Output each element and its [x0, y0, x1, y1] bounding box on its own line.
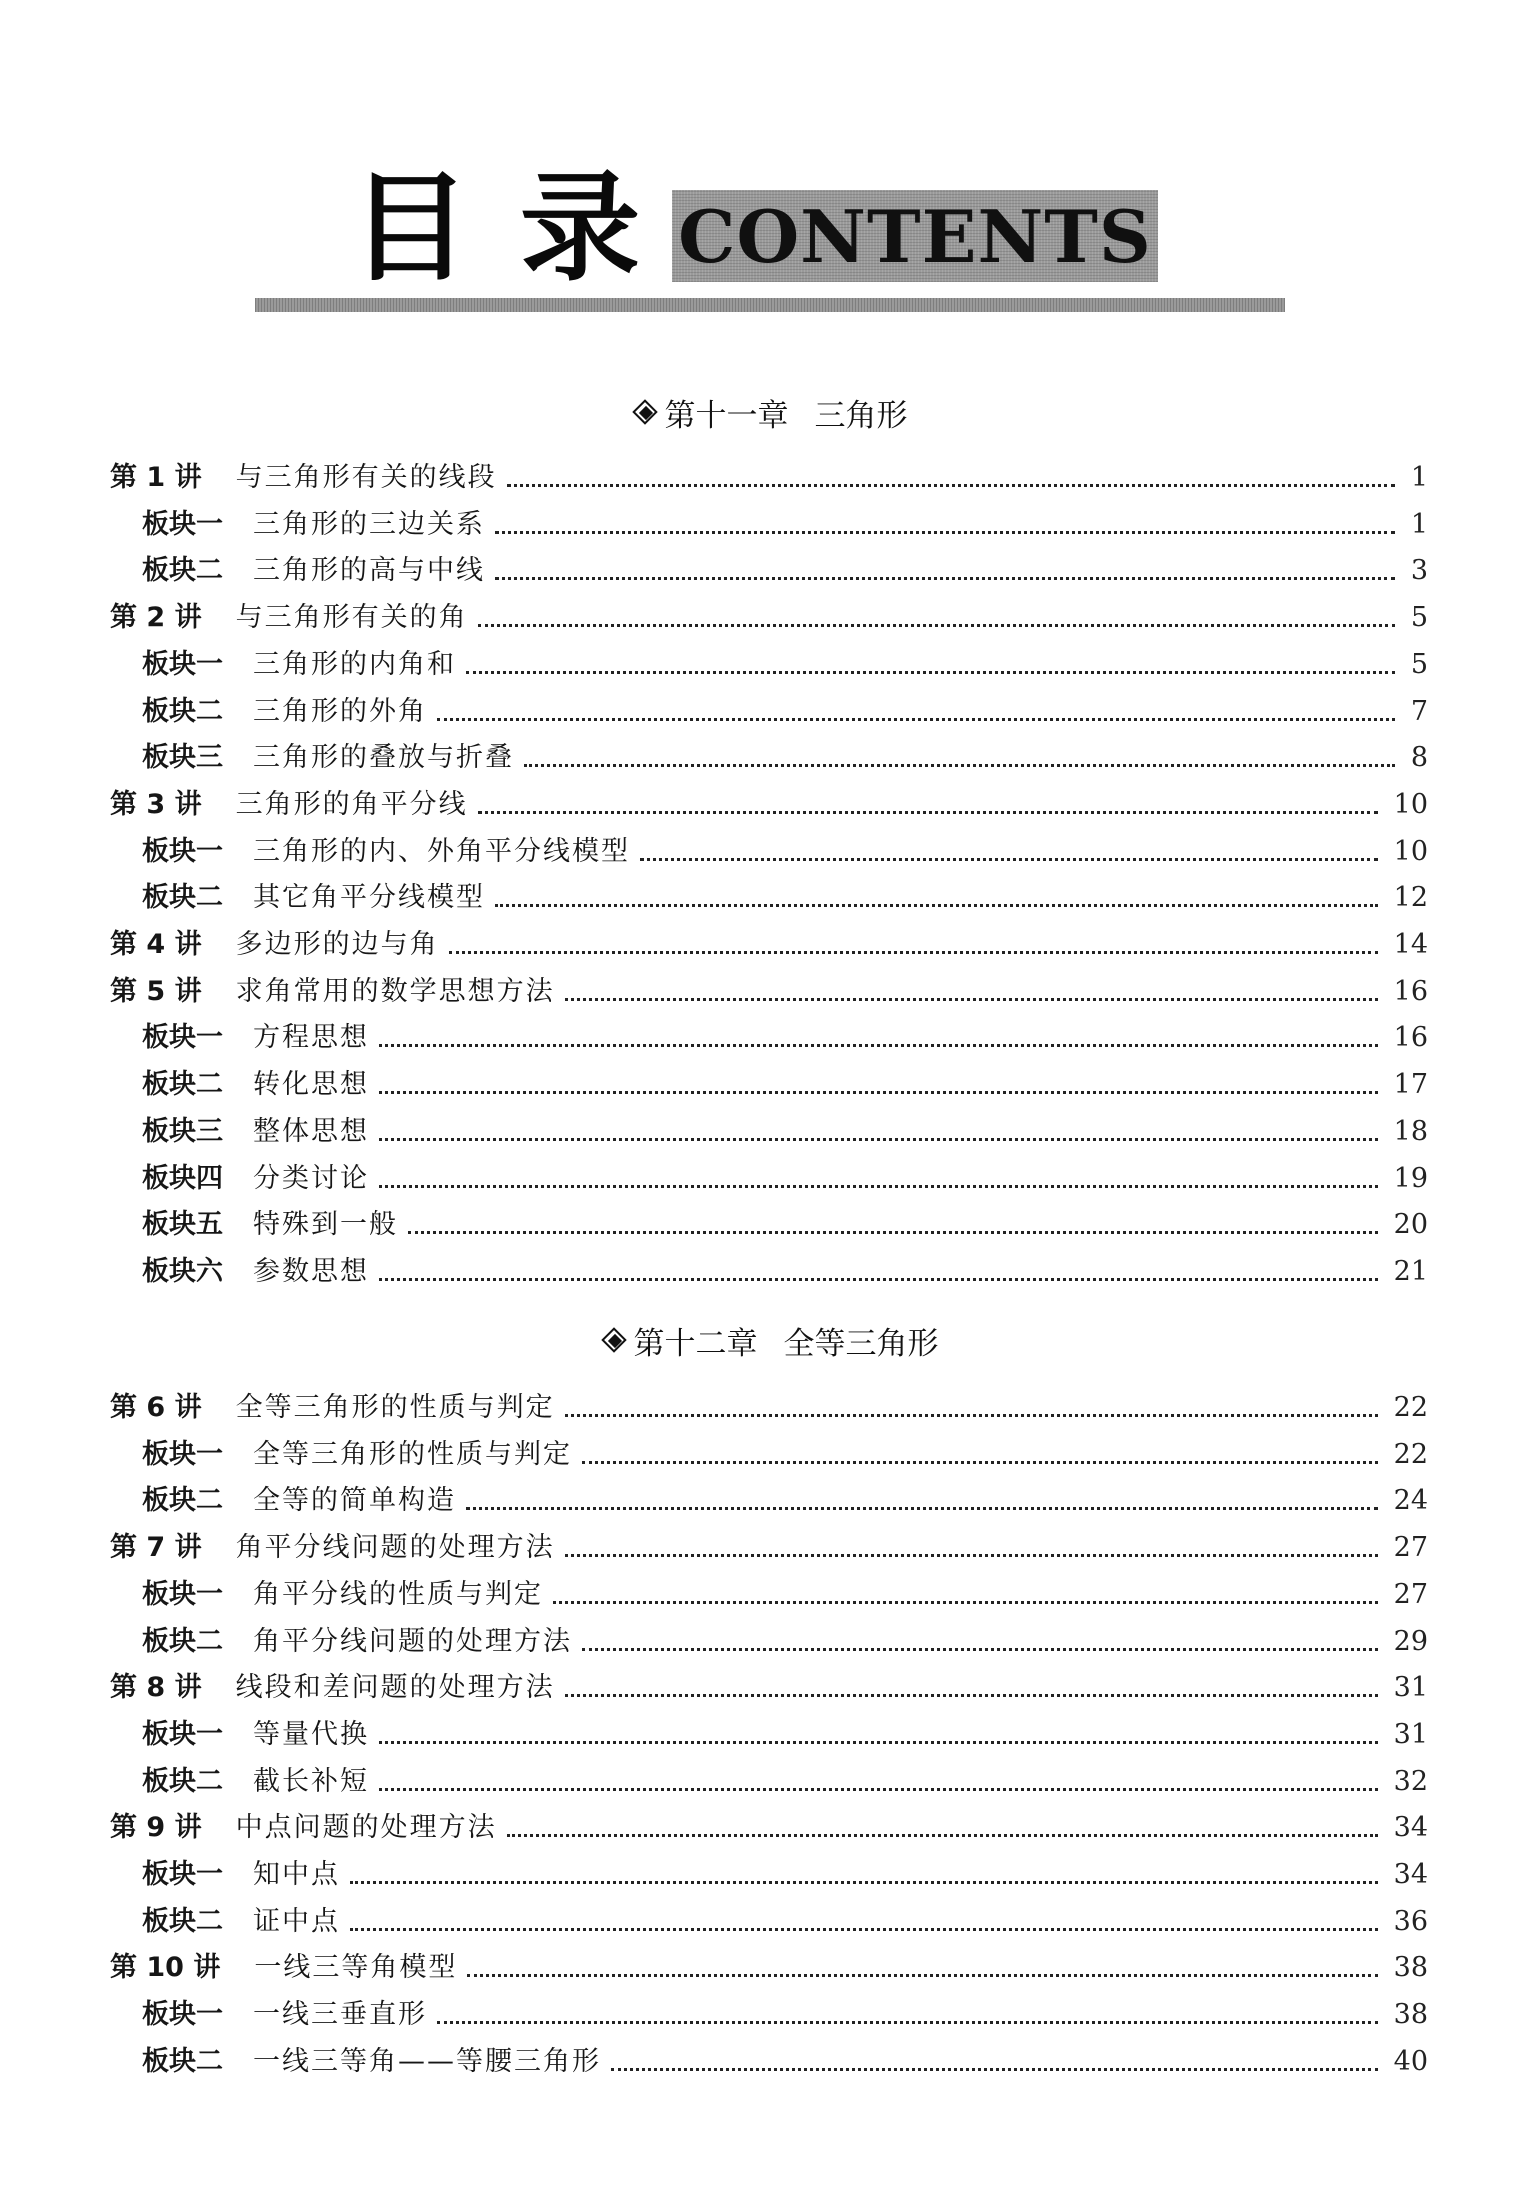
dot-leader: [582, 1461, 1378, 1464]
toc-section-row[interactable]: [0, 551, 1540, 591]
dot-leader: [553, 1601, 1378, 1604]
toc-section-row[interactable]: [0, 1622, 1540, 1662]
toc-section-row[interactable]: [0, 1902, 1540, 1942]
toc-section-row[interactable]: [0, 505, 1540, 545]
entry-label: 第 9 讲: [110, 1812, 202, 1844]
toc-section-row[interactable]: [0, 1855, 1540, 1895]
toc-lecture-row[interactable]: [0, 598, 1540, 638]
entry-page-number: 22: [1393, 1392, 1428, 1423]
entry-label: 第 4 讲: [110, 929, 202, 960]
entry-label: 板块六: [142, 1255, 223, 1287]
toc-section-row[interactable]: [0, 1715, 1540, 1755]
entry-label: 第 2 讲: [110, 602, 202, 634]
entry-page-number: 1: [1410, 462, 1428, 493]
entry-label: 板块二: [142, 1905, 223, 1937]
dot-leader: [565, 1694, 1378, 1697]
entry-label: 第 7 讲: [110, 1532, 202, 1564]
toc-section-row[interactable]: [0, 692, 1540, 732]
dot-leader: [379, 1185, 1378, 1188]
dot-leader: [478, 624, 1395, 627]
dot-leader: [466, 671, 1395, 674]
entry-page-number: 38: [1393, 1952, 1428, 1984]
dot-leader: [350, 1881, 1378, 1884]
dot-leader: [495, 577, 1395, 580]
entry-label: 板块三: [142, 742, 223, 774]
entry-label: 板块二: [142, 882, 223, 914]
entry-title: 知中点: [253, 1859, 340, 1890]
entry-label: 板块一: [142, 1859, 223, 1890]
toc-section-row[interactable]: [0, 1205, 1540, 1245]
toc-section-row[interactable]: [0, 2042, 1540, 2082]
toc-section-row[interactable]: [0, 645, 1540, 685]
chapter-name: 三角形: [814, 398, 908, 434]
toc-section-row[interactable]: [0, 1065, 1540, 1105]
entry-label: 板块二: [142, 1765, 223, 1797]
chapter-title: 第十二章: [633, 1326, 758, 1362]
dot-leader: [565, 1554, 1378, 1557]
entry-page-number: 20: [1393, 1209, 1428, 1241]
entry-label: 板块二: [142, 1625, 223, 1657]
toc-lecture-row[interactable]: [0, 1388, 1540, 1428]
entry-page-number: 21: [1393, 1255, 1428, 1287]
entry-page-number: 31: [1393, 1718, 1428, 1750]
entry-label: 第 6 讲: [110, 1392, 202, 1423]
toc-section-row[interactable]: [0, 1159, 1540, 1199]
entry-title: 其它角平分线模型: [253, 882, 485, 914]
entry-page-number: 10: [1393, 835, 1428, 867]
entry-title: 求角常用的数学思想方法: [235, 975, 555, 1007]
entry-label: 板块一: [142, 1999, 223, 2031]
entry-page-number: 10: [1393, 788, 1428, 820]
dot-leader: [408, 1231, 1378, 1234]
entry-title: 全等三角形的性质与判定: [235, 1392, 555, 1423]
toc-section-row[interactable]: [0, 1018, 1540, 1058]
entry-page-number: 40: [1393, 2045, 1428, 2077]
entry-page-number: 34: [1393, 1812, 1428, 1844]
dot-leader: [611, 2068, 1378, 2071]
entry-label: 板块一: [142, 648, 223, 680]
chapter-heading: [0, 390, 1540, 435]
entry-title: 多边形的边与角: [235, 929, 439, 960]
dot-leader: [437, 718, 1395, 721]
entry-title: 整体思想: [253, 1115, 369, 1147]
toc-section-row[interactable]: [0, 738, 1540, 778]
entry-title: 三角形的高与中线: [253, 555, 485, 587]
toc-lecture-row[interactable]: [0, 1948, 1540, 1988]
toc-section-row[interactable]: [0, 878, 1540, 918]
chapter-heading: [0, 1318, 1540, 1363]
toc-section-row[interactable]: [0, 1575, 1540, 1615]
toc-lecture-row[interactable]: [0, 458, 1540, 498]
dot-leader: [565, 1414, 1378, 1417]
entry-label: 第 3 讲: [110, 788, 202, 820]
header-mu-text: 目: [349, 159, 471, 297]
dot-leader: [379, 1278, 1378, 1281]
entry-page-number: 34: [1393, 1859, 1428, 1890]
entry-label: 板块一: [142, 1578, 223, 1610]
entry-page-number: 38: [1393, 1999, 1428, 2031]
entry-title: 一线三垂直形: [253, 1999, 427, 2031]
dot-leader: [379, 1788, 1378, 1791]
dot-leader: [466, 1507, 1378, 1510]
header-divider: [255, 298, 1285, 312]
entry-page-number: 16: [1393, 1022, 1428, 1054]
entry-title: 分类讨论: [253, 1162, 369, 1194]
entry-title: 线段和差问题的处理方法: [235, 1672, 555, 1704]
entry-page-number: 7: [1410, 695, 1428, 727]
toc-lecture-row[interactable]: [0, 1528, 1540, 1568]
entry-title: 三角形的内、外角平分线模型: [253, 835, 630, 867]
entry-title: 三角形的叠放与折叠: [253, 742, 514, 774]
entry-title: 三角形的内角和: [253, 648, 456, 680]
header-lu-text: 录: [519, 159, 641, 297]
dot-leader: [379, 1138, 1378, 1141]
entry-page-number: 31: [1393, 1672, 1428, 1704]
entry-page-number: 27: [1393, 1532, 1428, 1564]
toc-lecture-row[interactable]: [0, 972, 1540, 1012]
entry-title: 截长补短: [253, 1765, 369, 1797]
entry-title: 角平分线的性质与判定: [253, 1578, 543, 1610]
entry-label: 板块一: [142, 1718, 223, 1750]
entry-label: 板块二: [142, 555, 223, 587]
entry-label: 第 8 讲: [110, 1672, 202, 1704]
toc-section-row[interactable]: [0, 1252, 1540, 1292]
dot-leader: [495, 531, 1395, 534]
entry-page-number: 14: [1393, 929, 1428, 960]
dot-leader: [437, 2021, 1378, 2024]
entry-title: 三角形的三边关系: [253, 508, 485, 540]
entry-title: 一线三等角模型: [254, 1952, 458, 1984]
dot-leader: [524, 764, 1395, 767]
entry-title: 角平分线问题的处理方法: [253, 1625, 572, 1657]
dot-leader: [478, 811, 1378, 814]
entry-title: 特殊到一般: [253, 1209, 398, 1241]
toc-lecture-row[interactable]: [0, 1668, 1540, 1708]
contents-banner-text: CONTENTS: [678, 193, 1152, 279]
entry-page-number: 27: [1393, 1578, 1428, 1610]
entry-page-number: 36: [1393, 1905, 1428, 1937]
entry-page-number: 32: [1393, 1765, 1428, 1797]
entry-title: 中点问题的处理方法: [235, 1812, 497, 1844]
entry-label: 板块二: [142, 2045, 223, 2077]
entry-page-number: 29: [1393, 1625, 1428, 1657]
entry-page-number: 18: [1393, 1115, 1428, 1147]
dot-leader: [379, 1091, 1378, 1094]
entry-label: 板块二: [142, 695, 223, 727]
entry-title: 参数思想: [253, 1255, 369, 1287]
dot-leader: [379, 1741, 1378, 1744]
dot-leader: [350, 1928, 1378, 1931]
entry-label: 板块四: [142, 1162, 223, 1194]
entry-page-number: 8: [1410, 742, 1428, 774]
dot-leader: [582, 1648, 1378, 1651]
chapter-name: 全等三角形: [783, 1326, 939, 1362]
entry-page-number: 19: [1393, 1162, 1428, 1194]
entry-page-number: 22: [1393, 1438, 1428, 1470]
dot-leader: [449, 951, 1378, 954]
header-char-lu: [519, 159, 641, 297]
entry-label: 板块一: [142, 835, 223, 867]
entry-label: 板块三: [142, 1115, 223, 1147]
entry-label: 板块一: [142, 1022, 223, 1054]
dot-leader: [640, 858, 1378, 861]
entry-title: 一线三等角——等腰三角形: [253, 2045, 601, 2077]
entry-label: 第 5 讲: [110, 975, 202, 1007]
contents-header: [349, 159, 1280, 318]
dot-leader: [467, 1974, 1377, 1977]
dot-leader: [379, 1044, 1378, 1047]
entry-label: 板块二: [142, 1485, 223, 1517]
toc-lecture-row[interactable]: [0, 1808, 1540, 1848]
entry-title: 与三角形有关的角: [235, 602, 468, 634]
entry-title: 全等三角形的性质与判定: [253, 1438, 572, 1470]
entry-page-number: 12: [1393, 882, 1428, 914]
diamond-bullet-icon: [633, 400, 659, 426]
entry-title: 证中点: [253, 1905, 340, 1937]
toc-section-row[interactable]: [0, 1481, 1540, 1521]
entry-title: 方程思想: [253, 1022, 369, 1054]
entry-label: 板块一: [142, 508, 223, 540]
dot-leader: [565, 998, 1378, 1001]
toc-section-row[interactable]: [0, 1112, 1540, 1152]
entry-page-number: 5: [1410, 602, 1428, 634]
contents-banner: [672, 190, 1158, 282]
entry-title: 等量代换: [253, 1718, 369, 1750]
entry-title: 三角形的角平分线: [235, 788, 468, 820]
chapter-title: 第十一章: [664, 398, 789, 434]
entry-title: 角平分线问题的处理方法: [235, 1532, 555, 1564]
entry-label: 第 1 讲: [110, 462, 202, 493]
entry-label: 板块一: [142, 1438, 223, 1470]
toc-lecture-row[interactable]: [0, 785, 1540, 825]
toc-section-row[interactable]: [0, 832, 1540, 872]
dot-leader: [495, 904, 1378, 907]
entry-page-number: 5: [1410, 648, 1428, 680]
entry-page-number: 16: [1393, 975, 1428, 1007]
entry-page-number: 1: [1410, 508, 1428, 540]
entry-label: 板块二: [142, 1069, 223, 1101]
dot-leader: [507, 1834, 1378, 1837]
header-char-mu: [349, 159, 471, 297]
entry-page-number: 24: [1393, 1485, 1428, 1517]
toc-section-row[interactable]: [0, 1762, 1540, 1802]
entry-label: 第 10 讲: [110, 1952, 221, 1984]
entry-label: 板块五: [142, 1209, 223, 1241]
toc-lecture-row[interactable]: [0, 925, 1540, 965]
entry-title: 全等的简单构造: [253, 1485, 456, 1517]
entry-title: 与三角形有关的线段: [235, 462, 497, 493]
toc-section-row[interactable]: [0, 1435, 1540, 1475]
entry-page-number: 3: [1410, 555, 1428, 587]
entry-title: 三角形的外角: [253, 695, 427, 727]
dot-leader: [507, 484, 1395, 487]
toc-section-row[interactable]: [0, 1995, 1540, 2035]
diamond-bullet-icon: [602, 1328, 628, 1354]
entry-title: 转化思想: [253, 1069, 369, 1101]
entry-page-number: 17: [1393, 1069, 1428, 1101]
